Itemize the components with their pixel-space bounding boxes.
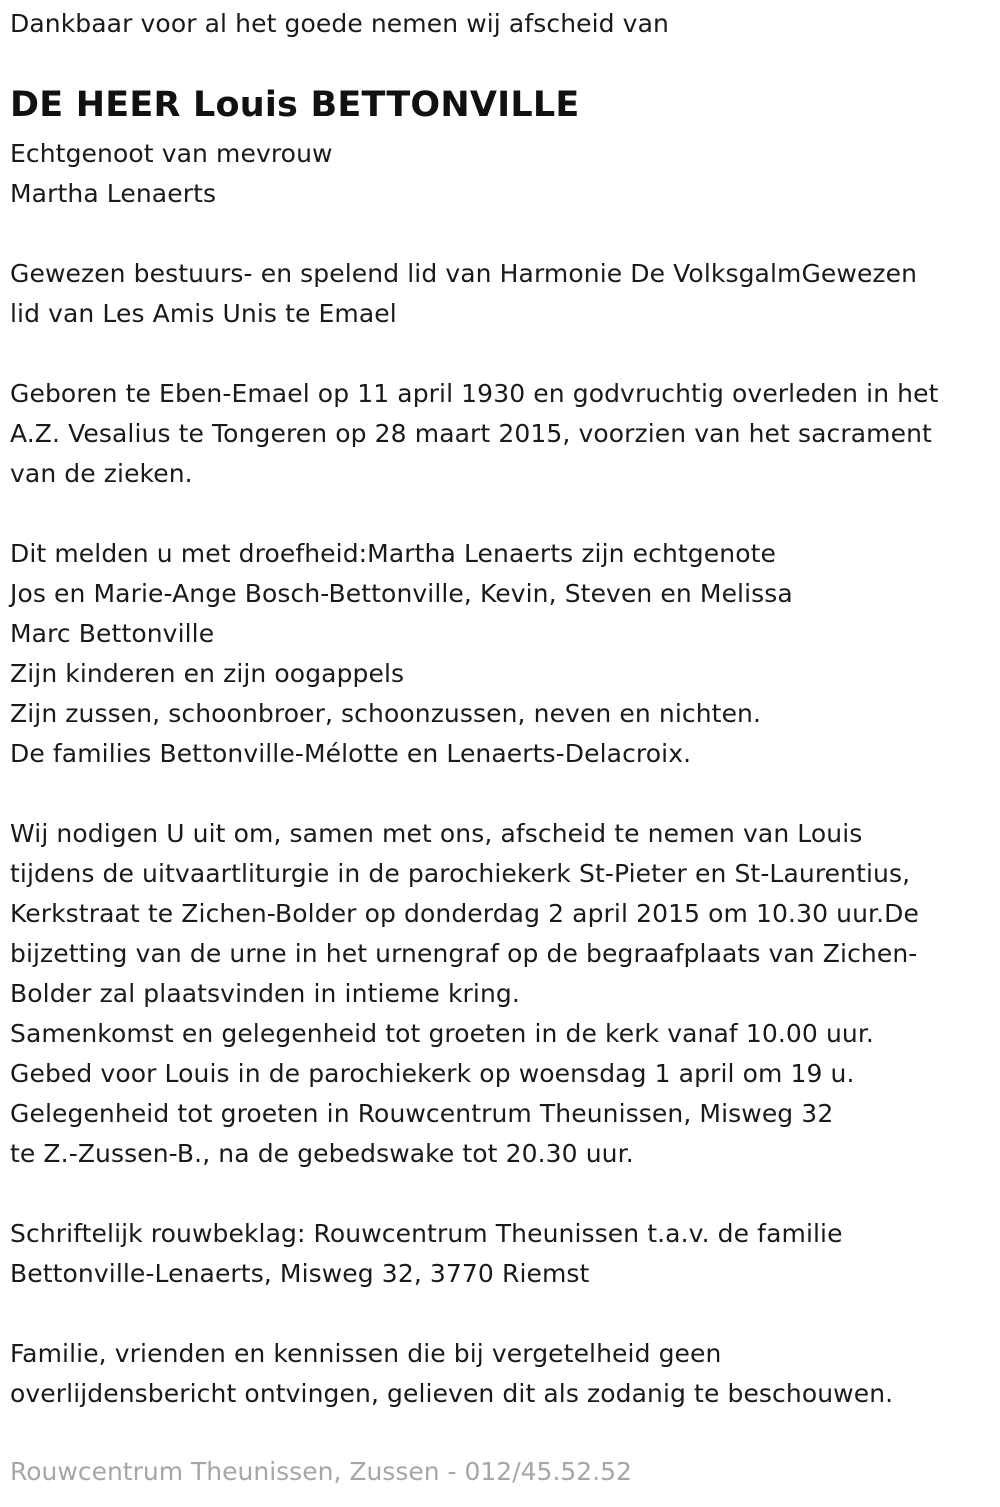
family-section: [10, 534, 793, 774]
condolence-line: Schriftelijk rouwbeklag: Rouwcentrum Theunissen t.a.v. de familie: [10, 1219, 843, 1248]
membership-line: Gewezen bestuurs- en spelend lid van Harmonie De VolksgalmGewezen: [10, 259, 918, 288]
membership-line: lid van Les Amis Unis te Emael: [10, 299, 397, 328]
invitation-line: Samenkomst en gelegenheid tot groeten in de kerk vanaf 10.00 uur.: [10, 1019, 874, 1048]
invitation-line: Gebed voor Louis in de parochiekerk op woensdag 1 april om 19 u.: [10, 1059, 855, 1088]
invitation-line: Wij nodigen U uit om, samen met ons, afscheid te nemen van Louis: [10, 819, 863, 848]
condolence-line: Bettonville-Lenaerts, Misweg 32, 3770 Riemst: [10, 1259, 590, 1288]
notice-section: [10, 1334, 893, 1414]
membership-section: [10, 254, 917, 334]
invitation-line: te Z.-Zussen-B., na de gebedswake tot 20.30 uur.: [10, 1139, 634, 1168]
family-line: Marc Bettonville: [10, 619, 215, 648]
family-line: De families Bettonville-Mélotte en Lenaerts-Delacroix.: [10, 739, 692, 768]
family-line: Dit melden u met droefheid:Martha Lenaerts zijn echtgenote: [10, 539, 776, 568]
condolence-section: [10, 1214, 843, 1294]
family-line: Jos en Marie-Ange Bosch-Bettonville, Kevin, Steven en Melissa: [10, 579, 793, 608]
invitation-section: [10, 814, 919, 1174]
deceased-name: DE HEER Louis BETTONVILLE: [10, 85, 580, 125]
birth-death-line: van de zieken.: [10, 459, 193, 488]
intro-text: Dankbaar voor al het goede nemen wij afscheid van: [10, 9, 669, 38]
notice-line: Familie, vrienden en kennissen die bij vergetelheid geen: [10, 1339, 722, 1368]
notice-line: overlijdensbericht ontvingen, gelieven dit als zodanig te beschouwen.: [10, 1379, 894, 1408]
invitation-line: bijzetting van de urne in het urnengraf op de begraafplaats van Zichen-: [10, 939, 918, 968]
spouse-line: Martha Lenaerts: [10, 179, 217, 208]
family-line: Zijn zussen, schoonbroer, schoonzussen, neven en nichten.: [10, 699, 762, 728]
invitation-line: Kerkstraat te Zichen-Bolder op donderdag 2 april 2015 om 10.30 uur.De: [10, 899, 919, 928]
invitation-line: tijdens de uitvaartliturgie in de parochiekerk St-Pieter en St-Laurentius,: [10, 859, 911, 888]
funeral-home-footer: Rouwcentrum Theunissen, Zussen - 012/45.52.52: [10, 1457, 632, 1486]
spouse-line: Echtgenoot van mevrouw: [10, 139, 333, 168]
birth-death-line: A.Z. Vesalius te Tongeren op 28 maart 2015, voorzien van het sacrament: [10, 419, 932, 448]
birth-death-line: Geboren te Eben-Emael op 11 april 1930 en godvruchtig overleden in het: [10, 379, 939, 408]
spouse-section: [10, 134, 333, 214]
invitation-line: Bolder zal plaatsvinden in intieme kring.: [10, 979, 520, 1008]
family-line: Zijn kinderen en zijn oogappels: [10, 659, 405, 688]
birth-death-section: [10, 374, 939, 494]
invitation-line: Gelegenheid tot groeten in Rouwcentrum Theunissen, Misweg 32: [10, 1099, 834, 1128]
